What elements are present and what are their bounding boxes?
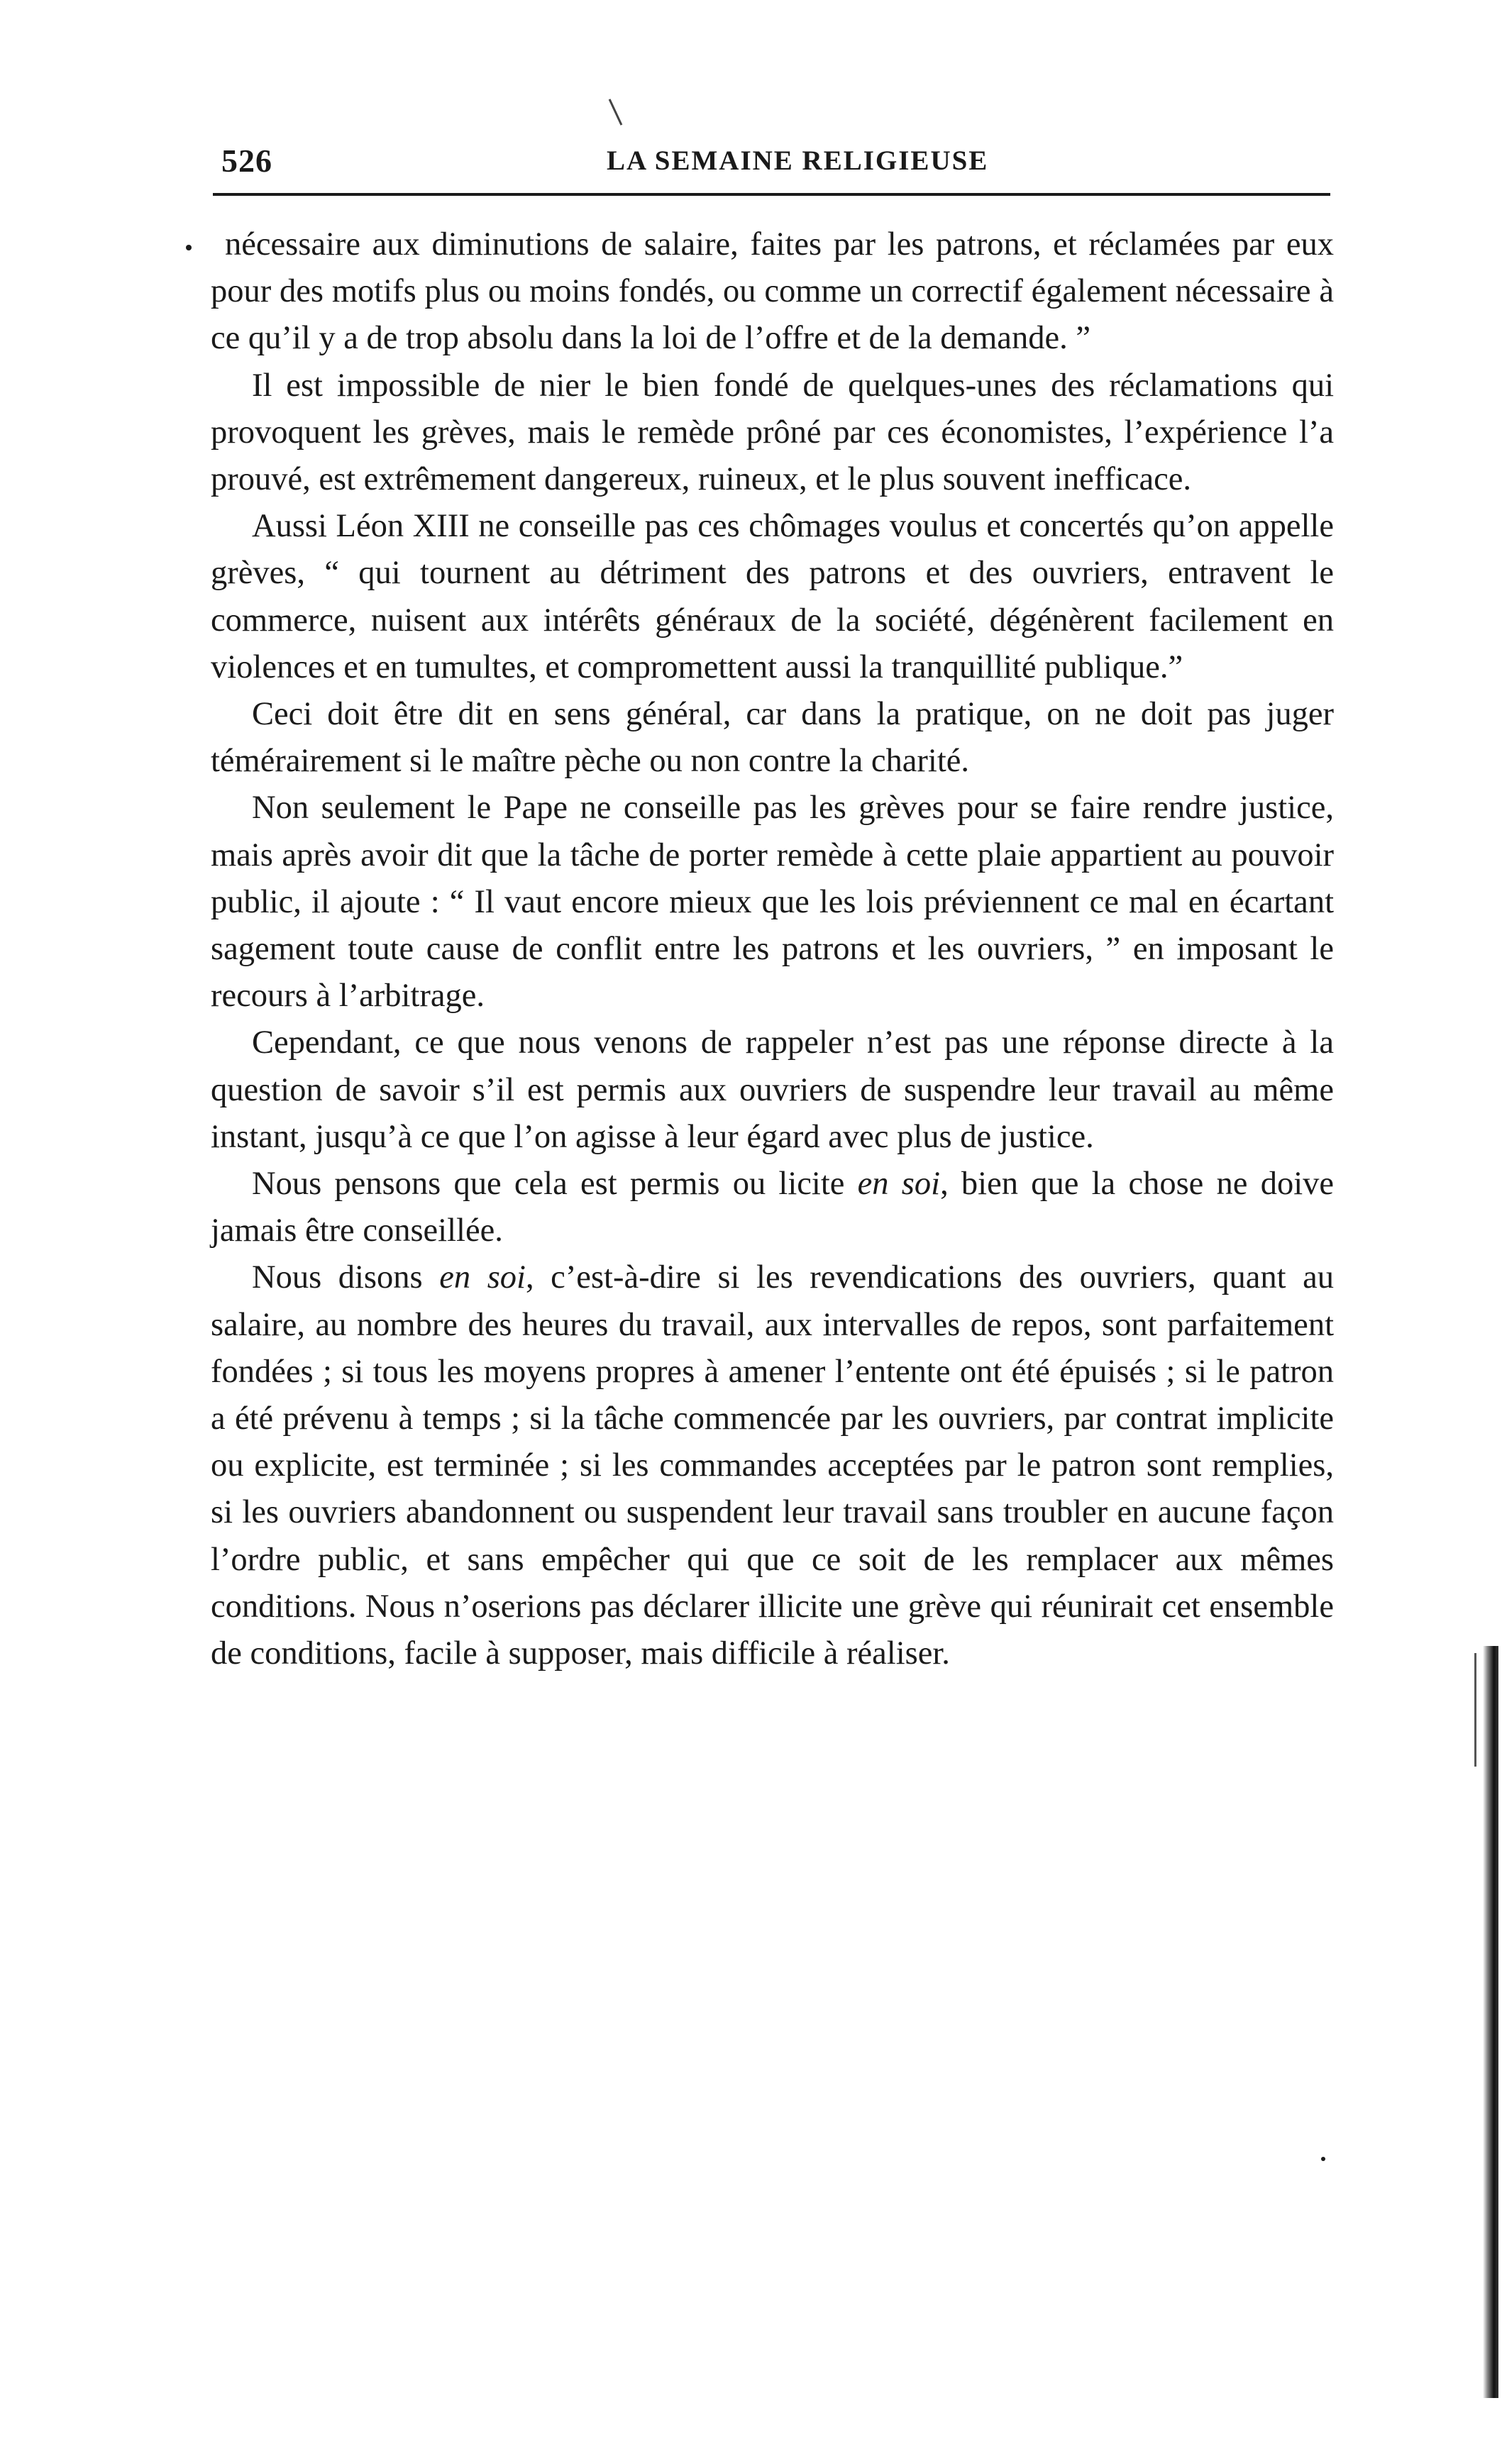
text-run: Nous pensons que cela est permis ou licite bbox=[252, 1166, 858, 1203]
paragraph bbox=[211, 1161, 1334, 1254]
running-head bbox=[213, 142, 1327, 184]
body-text bbox=[211, 221, 1334, 1677]
italic-phrase: en soi bbox=[439, 1259, 526, 1296]
paragraph: Cependant, ce que nous venons de rappeler n’est pas une réponse directe à la question de savoir s’il est permis aux ouvriers de suspendre leur travail au même instant, jusqu’à ce que l’on agisse à leur égard avec plus de justice. bbox=[211, 1024, 1334, 1155]
margin-dot bbox=[1321, 2157, 1325, 2161]
italic-phrase: en soi bbox=[857, 1166, 941, 1203]
paragraph-continued: nécessaire aux diminutions de salaire, faites par les patrons, et réclamées par eux pour des motifs plus ou moins fondés, ou comme un correctif également nécessaire à ce qu’il y a de trop absolu dans la loi de l’offre et de la demande. ” bbox=[211, 226, 1334, 357]
header-rule bbox=[213, 193, 1330, 196]
running-title: LA SEMAINE RELIGIEUSE bbox=[607, 145, 989, 176]
paragraph: Aussi Léon XIII ne conseille pas ces chômages voulus et concertés qu’on appelle grèves, “ qui tournent au détriment des patrons et des ouvriers, entravent le commerce, nuisent aux intérêts généraux de la société, dégénèrent facilement en violences et en tumultes, et compromettent aussi la tranquillité publique.” bbox=[211, 508, 1334, 685]
scan-edge-shadow bbox=[1483, 1646, 1498, 2398]
text-run: , bien que la chose ne doive jamais être conseillée. bbox=[211, 1166, 1335, 1249]
text-run: Nous disons bbox=[252, 1259, 440, 1296]
paragraph: Non seulement le Pape ne conseille pas les grèves pour se faire rendre justice, mais après avoir dit que la tâche de porter remède à cette plaie appartient au pouvoir public, il ajoute : “ Il vaut encore mieux que les lois préviennent ce mal en écartant sagement toute cause de conflit entre les patrons et les ouvriers, ” en imposant le recours à l’arbitrage. bbox=[211, 790, 1334, 1015]
page-number: 526 bbox=[221, 143, 272, 179]
paragraph: Ceci doit être dit en sens général, car dans la pratique, on ne doit pas juger témérairement si le maître pèche ou non contre la charité. bbox=[211, 696, 1334, 780]
margin-dot bbox=[186, 245, 192, 250]
scan-mark bbox=[609, 99, 623, 126]
scan-edge-shadow bbox=[1474, 1653, 1476, 1767]
text-run: , c’est-à-dire si les revendications des ouvriers, quant au salaire, au nombre des heures du travail, aux intervalles de repos, sont parfaitement fondées ; si tous les moyens propres à amener l’entente ont été épuisés ; si le patron a été prévenu à temps ; si la tâche commencée par les ouvriers, par contrat implicite ou explicite, est terminée ; si les commandes acceptées par le patron sont remplies, si les ouvriers abandonnent ou suspendent leur travail sans troubler en aucune façon l’ordre public, et sans empêcher qui que ce soit de les remplacer aux mêmes conditions. Nous n’oserions pas déclarer illicite une grève qui réunirait cet ensemble de conditions, facile à supposer, mais difficile à réaliser. bbox=[211, 1259, 1334, 1672]
paragraph bbox=[211, 1254, 1334, 1677]
paragraph: Il est impossible de nier le bien fondé de quelques-unes des réclamations qui provoquent les grèves, mais le remède prôné par ces économistes, l’expérience l’a prouvé, est extrêmement dangereux, ruineux, et le plus souvent inefficace. bbox=[211, 367, 1334, 498]
